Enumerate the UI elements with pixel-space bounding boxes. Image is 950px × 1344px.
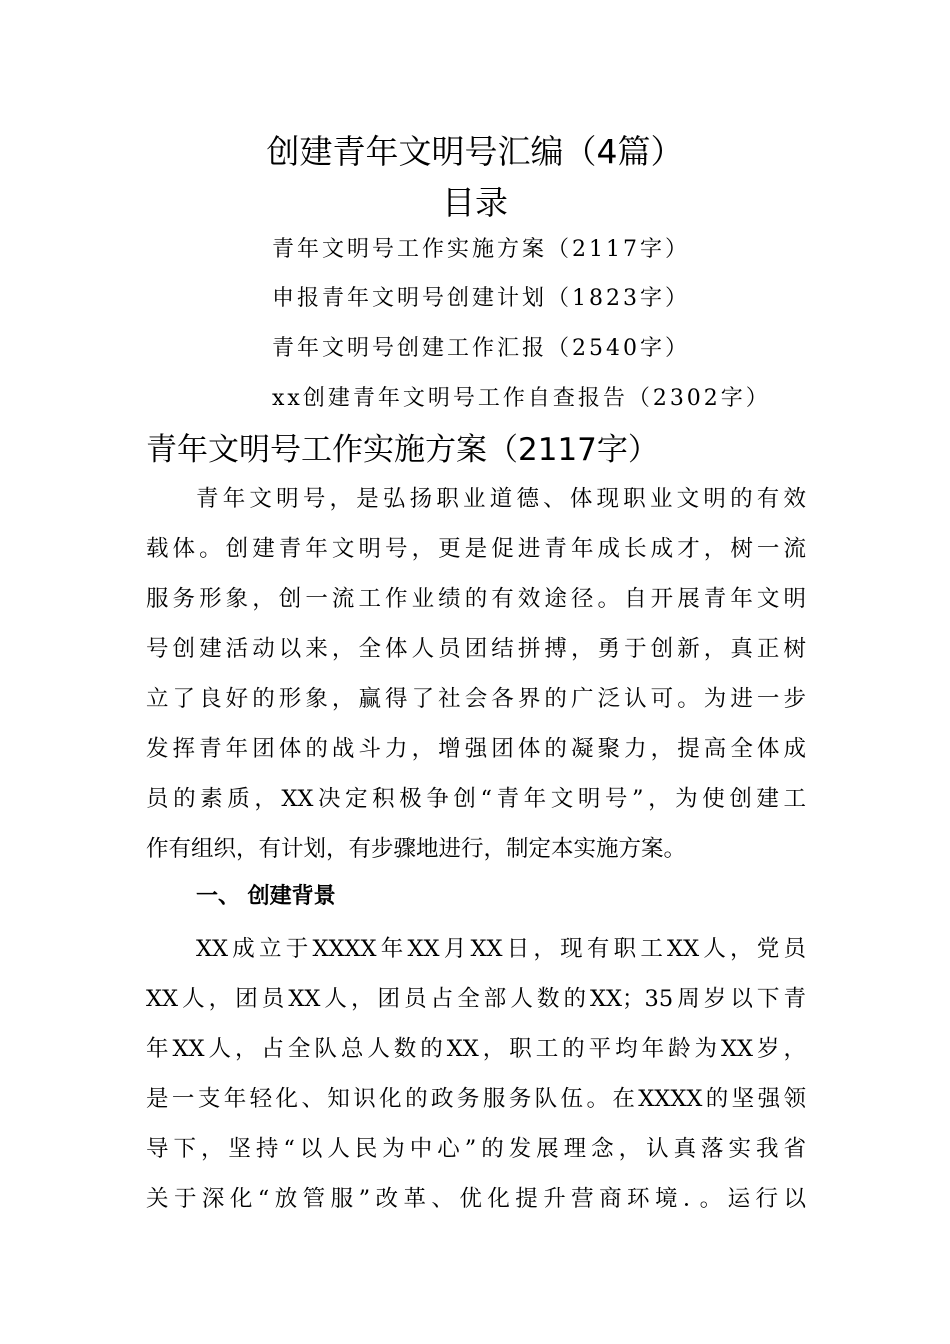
toc-item-1: 青年文明号工作实施方案（2117字）	[272, 237, 690, 262]
toc-item-2: 申报青年文明号创建计划（1823字）	[272, 286, 690, 311]
toc-item-4: xx创建青年文明号工作自查报告（2302字）	[272, 386, 771, 411]
paragraph-line: 号创建活动以来，全体人员团结拼搏，勇于创新，真正树	[146, 636, 806, 662]
paragraph-line: 作有组织，有计划，有步骤地进行，制定本实施方案。	[146, 836, 687, 862]
paragraph-line: 发挥青年团体的战斗力，增强团体的凝聚力，提高全体成	[146, 736, 806, 762]
paragraph-line: 员的素质，XX决定积极争创“青年文明号”，为使创建工	[146, 786, 806, 812]
toc-heading: 目录	[442, 183, 508, 222]
paragraph-line: 立了良好的形象，赢得了社会各界的广泛认可。为进一步	[146, 686, 806, 712]
paragraph-line: 关于深化“放管服”改革、优化提升营商环境．。运行以	[146, 1186, 806, 1212]
paragraph-line: 年XX人，占全队总人数的XX，职工的平均年龄为XX岁，	[146, 1036, 806, 1062]
paragraph-line: 导下，坚持“以人民为中心”的发展理念，认真落实我省	[146, 1136, 806, 1162]
paragraph-line: 服务形象，创一流工作业绩的有效途径。自开展青年文明	[146, 586, 806, 612]
paragraph-line: 载体。创建青年文明号，更是促进青年成长成才，树一流	[146, 536, 806, 562]
document-title: 创建青年文明号汇编（4篇）	[266, 132, 684, 171]
subheading: 一、 创建背景	[196, 884, 336, 909]
paragraph-line: 青年文明号，是弘扬职业道德、体现职业文明的有效	[196, 486, 806, 512]
paragraph-line: XX成立于XXXX年XX月XX日，现有职工XX人，党员	[196, 936, 806, 962]
paragraph-line: XX人，团员XX人，团员占全部人数的XX；35周岁以下青	[146, 986, 806, 1012]
toc-item-3: 青年文明号创建工作汇报（2540字）	[272, 336, 690, 361]
section-title: 青年文明号工作实施方案（2117字）	[146, 432, 659, 468]
paragraph-line: 是一支年轻化、知识化的政务服务队伍。在XXXX的坚强领	[146, 1086, 806, 1112]
